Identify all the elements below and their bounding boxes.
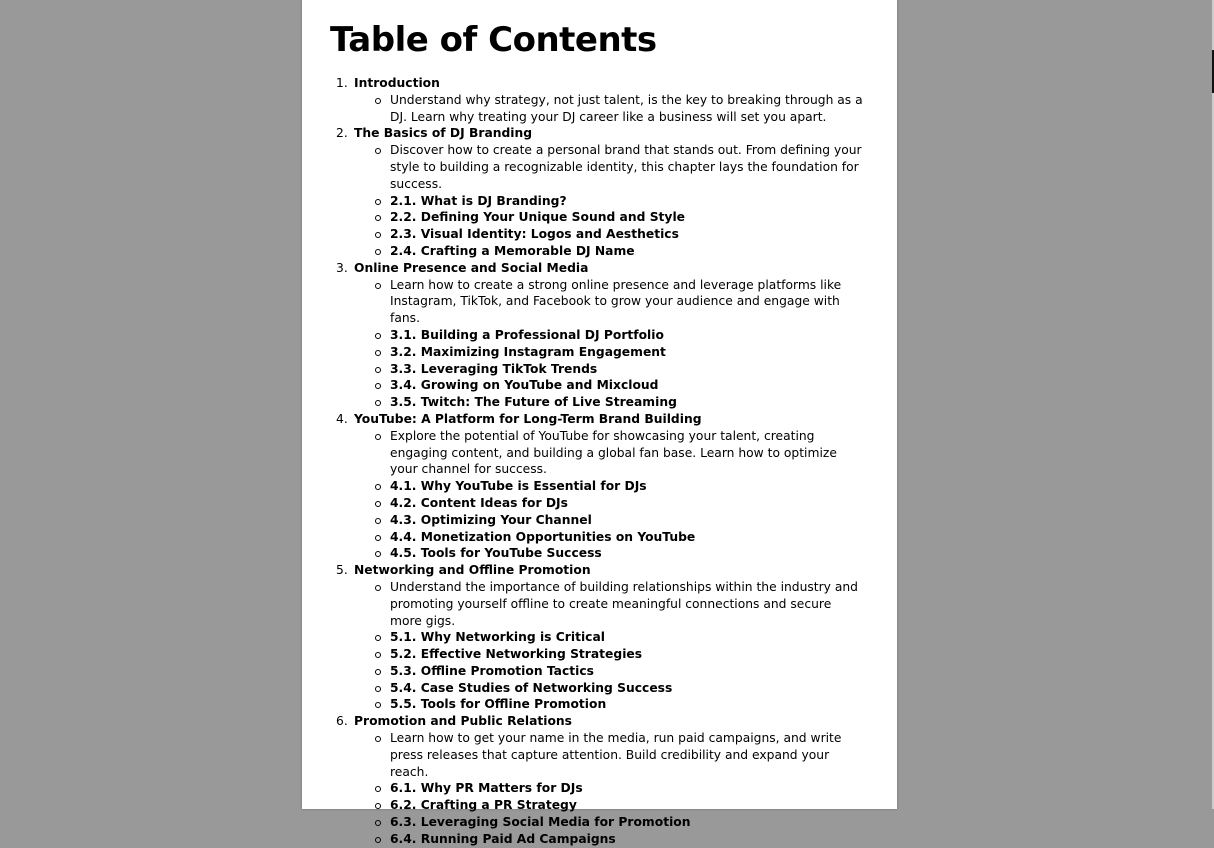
section-item[interactable]: 4.4. Monetization Opportunities on YouTube bbox=[372, 529, 866, 546]
chapter-description: Understand the importance of building relationships within the industry and promoting yourself offline to create meaningful connections and secure more gigs. bbox=[372, 579, 866, 629]
section-item[interactable]: 2.4. Crafting a Memorable DJ Name bbox=[372, 243, 866, 260]
chapter-number: 5. bbox=[336, 563, 348, 578]
section-item[interactable]: 6.1. Why PR Matters for DJs bbox=[372, 780, 866, 797]
chapter-item bbox=[336, 260, 866, 411]
chapter-number: 2. bbox=[336, 126, 348, 141]
section-item[interactable]: 3.2. Maximizing Instagram Engagement bbox=[372, 344, 866, 361]
page-title: Table of Contents bbox=[330, 20, 657, 60]
chapter-description: Discover how to create a personal brand that stands out. From defining your style to building a recognizable identity, this chapter lays the foundation for success. bbox=[372, 142, 866, 192]
section-item[interactable]: 6.2. Crafting a PR Strategy bbox=[372, 797, 866, 814]
section-item[interactable]: 2.1. What is DJ Branding? bbox=[372, 193, 866, 210]
section-item[interactable]: 5.4. Case Studies of Networking Success bbox=[372, 680, 866, 697]
chapter-number: 3. bbox=[336, 260, 348, 275]
chapter-item bbox=[336, 411, 866, 562]
chapter-item bbox=[336, 562, 866, 713]
section-item[interactable]: 6.4. Running Paid Ad Campaigns bbox=[372, 831, 866, 848]
chapter-subitems bbox=[354, 277, 866, 411]
section-item[interactable]: 5.5. Tools for Offline Promotion bbox=[372, 696, 866, 713]
section-item[interactable]: 5.3. Offline Promotion Tactics bbox=[372, 663, 866, 680]
section-item[interactable]: 5.1. Why Networking is Critical bbox=[372, 629, 866, 646]
chapter-description: Learn how to get your name in the media, run paid campaigns, and write press releases that capture attention. Build credibility and expand your reach. bbox=[372, 730, 866, 780]
chapter-title[interactable]: The Basics of DJ Branding bbox=[354, 126, 533, 141]
table-of-contents bbox=[336, 75, 866, 848]
chapter-subitems bbox=[354, 730, 866, 848]
section-item[interactable]: 3.4. Growing on YouTube and Mixcloud bbox=[372, 377, 866, 394]
chapter-number: 6. bbox=[336, 714, 348, 729]
chapter-item bbox=[336, 75, 866, 125]
chapter-title[interactable]: YouTube: A Platform for Long-Term Brand Building bbox=[354, 411, 702, 426]
section-item[interactable]: 4.3. Optimizing Your Channel bbox=[372, 512, 866, 529]
chapter-subitems bbox=[354, 428, 866, 562]
chapter-item bbox=[336, 125, 866, 259]
chapter-title[interactable]: Introduction bbox=[354, 76, 440, 90]
section-item[interactable]: 3.3. Leveraging TikTok Trends bbox=[372, 361, 866, 378]
chapter-description: Understand why strategy, not just talent, is the key to breaking through as a DJ. Learn why treating your DJ career like a business will set you apart. bbox=[372, 92, 866, 126]
section-item[interactable]: 3.5. Twitch: The Future of Live Streaming bbox=[372, 394, 866, 411]
section-item[interactable]: 2.2. Defining Your Unique Sound and Style bbox=[372, 209, 866, 226]
section-item[interactable]: 5.2. Effective Networking Strategies bbox=[372, 646, 866, 663]
section-item[interactable]: 2.3. Visual Identity: Logos and Aesthetics bbox=[372, 226, 866, 243]
chapter-subitems bbox=[354, 92, 866, 126]
section-item[interactable]: 6.3. Leveraging Social Media for Promotion bbox=[372, 814, 866, 831]
section-item[interactable]: 3.1. Building a Professional DJ Portfolio bbox=[372, 327, 866, 344]
section-item[interactable]: 4.1. Why YouTube is Essential for DJs bbox=[372, 478, 866, 495]
chapter-description: Learn how to create a strong online presence and leverage platforms like Instagram, TikTok, and Facebook to grow your audience and engage with fans. bbox=[372, 277, 866, 327]
chapter-title[interactable]: Online Presence and Social Media bbox=[354, 260, 589, 275]
chapter-title[interactable]: Networking and Offline Promotion bbox=[354, 563, 591, 578]
document-page bbox=[302, 0, 897, 846]
chapter-number: 1. bbox=[336, 76, 348, 90]
chapter-subitems bbox=[354, 142, 866, 260]
chapter-title[interactable]: Promotion and Public Relations bbox=[354, 714, 573, 729]
chapter-number: 4. bbox=[336, 411, 348, 426]
chapter-subitems bbox=[354, 579, 866, 713]
section-item[interactable]: 4.5. Tools for YouTube Success bbox=[372, 545, 866, 562]
chapter-item bbox=[336, 713, 866, 847]
chapter-description: Explore the potential of YouTube for showcasing your talent, creating engaging content, and building a global fan base. Learn how to optimize your channel for success. bbox=[372, 428, 866, 478]
section-item[interactable]: 4.2. Content Ideas for DJs bbox=[372, 495, 866, 512]
